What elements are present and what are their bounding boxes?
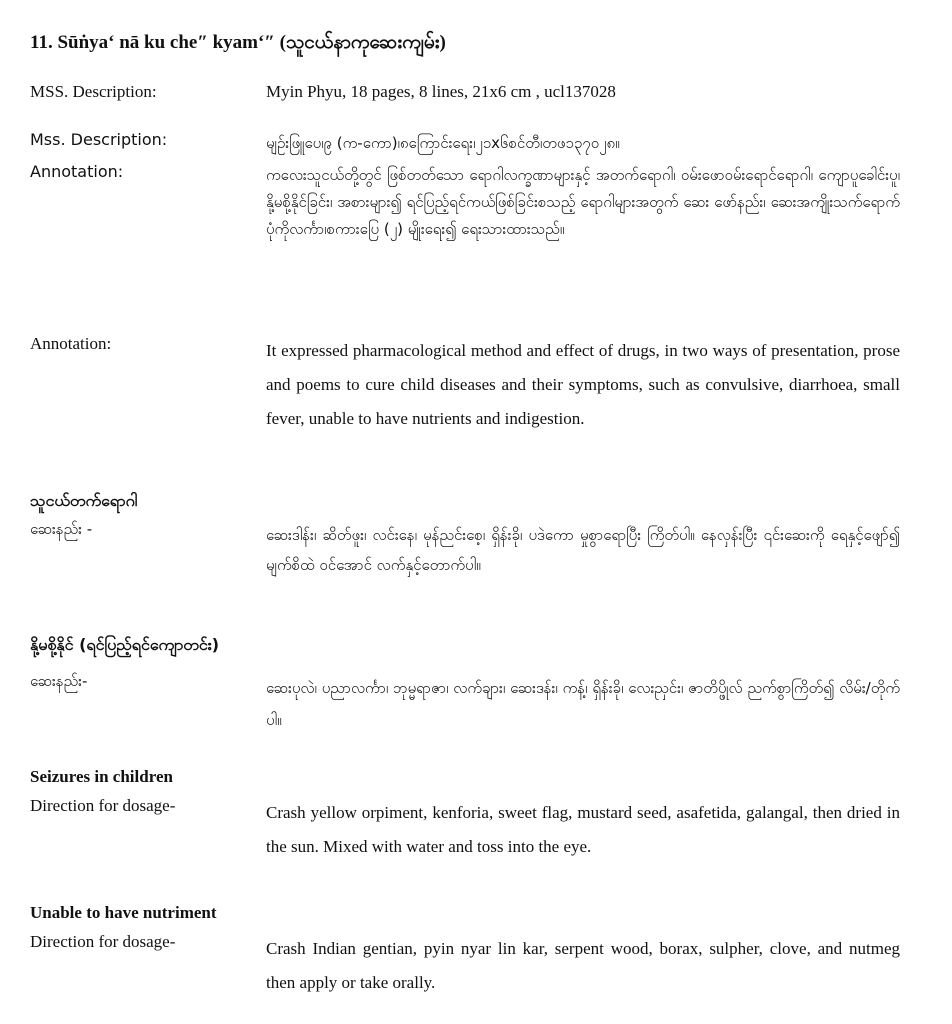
field-value: မျဉ်းဖြူပေ၊၉ (က-ကော)၊၈ကြောင်းရေး၊၂၁x၆စင်တီ၊တဖ၁၃၇၀၂၈။ [266,134,620,152]
field-value: ဆေးပုလဲ၊ ပညာလင်္ကာ၊ ဘုမ္မရာဇာ၊ လက်ချား၊ ဆေးဒန်း၊ ကန့်၊ ရှိန်းခို၊ လေးညှင်း၊ ဇာတိပ္ဖိုလ် ညက်စွာကြိတ်၍ လိမ်း/တိုက်ပါ။ [266,679,900,729]
section-row [30,672,900,736]
field-label: Annotation: [30,334,112,353]
section-heading: Seizures in children [30,767,173,786]
section-heading: နို့မစို့နိုင် (ရင်ပြည့်ရင်ကျောတင်း) [30,635,220,654]
field-value: ကလေးသူငယ်တို့တွင် ဖြစ်တတ်သော ရောဂါလက္ခဏာများနှင့် အတက်ရောဂါ၊ ဝမ်းဖောဝမ်းရောင်ရောဂါ၊ ကျောပူခေါင်းပူ၊ နို့မစို့နိုင်ခြင်း၊ အစားများ၍ ရင်ပြည့်ရင်ကယ်ဖြစ်ခြင်းစသည့် ရောဂါများအတွက် ဆေး ဖော်နည်း၊ ဆေးအကျိုးသက်ရောက်ပုံကိုလင်္ကာ၊စကားပြေ (၂) မျိုးရေး၍ ရေးသားထားသည်။ [266,166,900,238]
field-value: Myin Phyu, 18 pages, 8 lines, 21x6 cm , ucl137028 [266,82,616,101]
section-heading: သူငယ်တက်ရောဂါ [30,491,138,510]
mss-description-en-row [30,82,900,102]
field-label: Direction for dosage- [30,796,176,815]
field-label: ဆေးနည်း- [30,672,88,690]
field-value: ဆေးဒါန်း၊ ဆိတ်ဖူး၊ လင်းနေ၊ မုန်ညင်းစေ့၊ ရှိန်းခို၊ ပဒဲကော မှုစွာရောပြီး ကြိတ်ပါ။ နေလှန်းပြီး ၎င်းဆေးကို ရေနှင့်ဖျော်၍ မျက်စိထဲ ဝင်အောင် လက်နှင့်တောက်ပါ။ [266,526,900,574]
section-row [30,520,900,580]
page-title: 11. Sūṅya‘ nā ku che″ kyam‘″ (သူငယ်နာကုဆေးကျမ်း) [30,32,446,53]
field-value: It expressed pharmacological method and effect of drugs, in two ways of presentation, prose and poems to cure child diseases and their symptoms, such as convulsive, diarrhoea, small fever, unable to have nutrients and indigestion. [266,341,900,428]
field-value: Crash Indian gentian, pyin nyar lin kar, serpent wood, borax, sulpher, clove, and nutmeg then apply or take orally. [266,939,900,992]
section-heading: Unable to have nutriment [30,903,217,922]
field-value: Crash yellow orpiment, kenforia, sweet flag, mustard seed, asafetida, galangal, then dried in the sun. Mixed with water and toss into the eye. [266,803,900,856]
annotation-en-row [30,334,900,436]
field-label: Mss. Description: [30,130,168,149]
section-row [30,932,900,1000]
field-label: Annotation: [30,162,124,181]
field-label: ဆေးနည်း - [30,520,93,538]
field-label: Direction for dosage- [30,932,176,951]
mss-description-mm-row [30,130,900,157]
field-label: MSS. Description: [30,82,157,101]
annotation-mm-row [30,162,900,243]
section-row [30,796,900,864]
